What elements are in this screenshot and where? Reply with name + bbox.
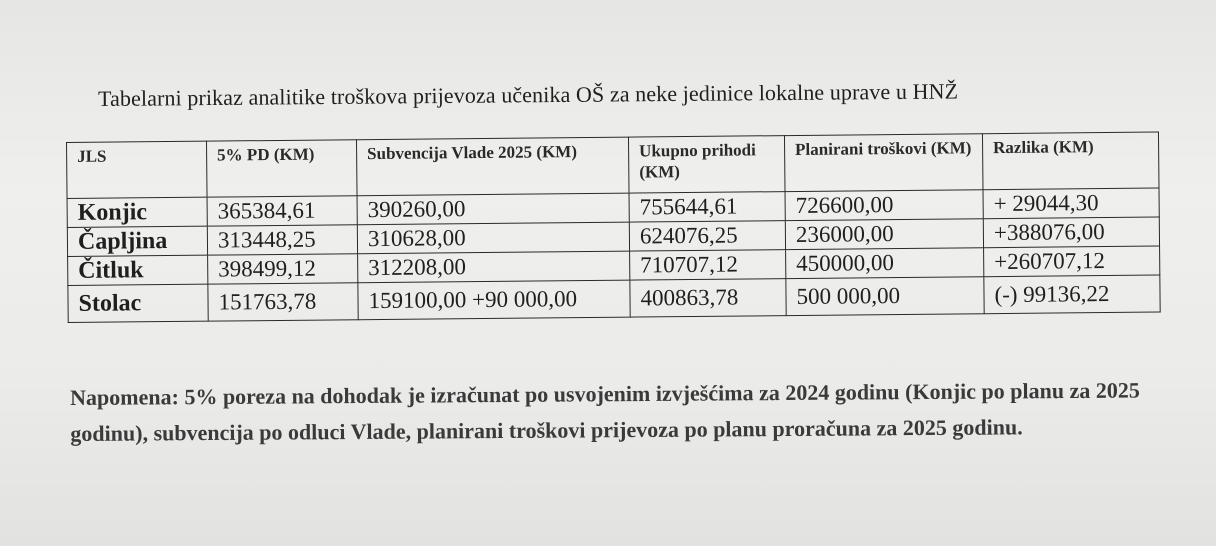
- footnote: Napomena: 5% poreza na dohodak je izračunat po usvojenim izvješćima za 2024 godinu (Konjic po planu za 2025 godinu), subvencija po odluci Vlade, planirani troškovi prijevoza po planu proračuna za 2025 godinu.: [70, 377, 1140, 446]
- cell-razlika: +260707,12: [984, 246, 1160, 277]
- header-jls: JLS: [67, 141, 208, 198]
- header-razlika: Razlika (KM): [982, 132, 1159, 190]
- cell-jls: Čitluk: [68, 255, 208, 285]
- cell-subvencija: 390260,00: [357, 193, 629, 225]
- cell-pd: 365384,61: [207, 196, 357, 226]
- cell-jls: Konjic: [67, 197, 207, 227]
- cell-planirani: 500 000,00: [786, 277, 984, 316]
- cell-subvencija: 159100,00 +90 000,00: [358, 280, 630, 320]
- cost-analysis-table: [66, 132, 1161, 323]
- cell-ukupno: 400863,78: [630, 279, 786, 317]
- cell-ukupno: 710707,12: [630, 250, 786, 280]
- cell-planirani: 450000,00: [786, 248, 984, 279]
- cell-jls: Stolac: [68, 284, 208, 322]
- cell-razlika: + 29044,30: [983, 188, 1159, 219]
- cell-subvencija: 310628,00: [357, 222, 629, 254]
- cell-jls: Čapljina: [67, 226, 207, 256]
- table-wrapper: [66, 132, 1161, 323]
- cell-planirani: 236000,00: [785, 219, 983, 250]
- cell-subvencija: 312208,00: [358, 251, 630, 283]
- cell-razlika: (-) 99136,22: [984, 275, 1160, 314]
- header-ukupno-prihodi: Ukupno prihodi (KM): [628, 136, 785, 193]
- cell-pd: 313448,25: [207, 225, 357, 255]
- document-title: Tabelarni prikaz analitike troškova prijevoza učenika OŠ za neke jedinice lokalne uprave u HNŽ: [98, 78, 959, 111]
- cell-pd: 151763,78: [208, 283, 358, 321]
- table-header-row: [67, 132, 1159, 198]
- cell-ukupno: 755644,61: [629, 192, 785, 222]
- cell-razlika: +388076,00: [983, 217, 1159, 248]
- header-pd: 5% PD (KM): [206, 140, 357, 197]
- cell-ukupno: 624076,25: [629, 221, 785, 251]
- cell-planirani: 726600,00: [785, 190, 983, 221]
- header-subvencija: Subvencija Vlade 2025 (KM): [356, 137, 629, 196]
- header-planirani-troskovi: Planirani troškovi (KM): [784, 134, 983, 192]
- cell-pd: 398499,12: [208, 254, 358, 284]
